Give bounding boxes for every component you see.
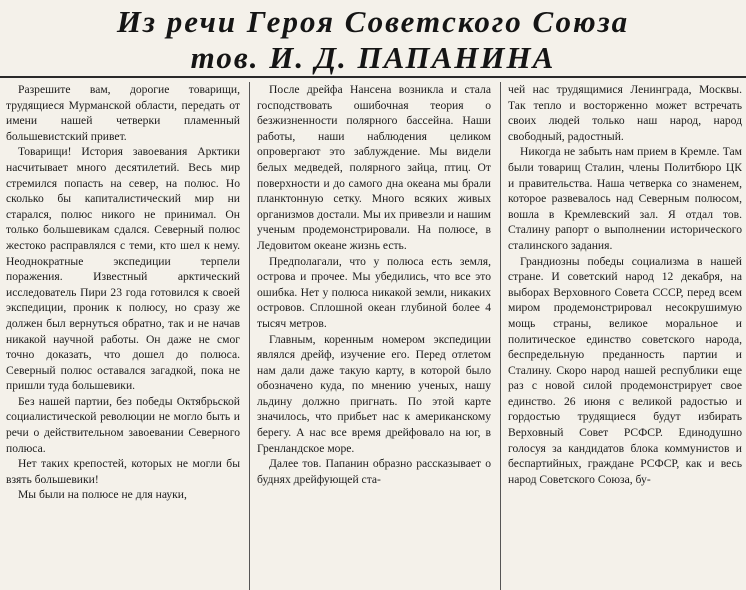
headline-line-2: тов. И. Д. ПАПАНИНА <box>190 40 556 75</box>
column-divider <box>500 82 501 590</box>
paragraph: Далее тов. Папанин образно рассказывает о буднях дрейфующей ста- <box>257 457 491 486</box>
paragraph: Предполагали, что у полюса есть земля, острова и прочее. Мы убедились, что все это ошибка. Нет у полюса никакой земли, никаких островов. Сплошной океан глубиной более 4 тысяч метров. <box>257 254 491 330</box>
text-column-3 <box>508 82 742 590</box>
paragraph: Разрешите вам, дорогие товарищи, трудящиеся Мурманской области, передать от имени нашей четверки пламенный большевистский привет. <box>6 83 240 143</box>
paragraph: Мы были на полюсе не для науки, <box>18 488 187 502</box>
paragraph: чей нас трудящимися Ленинграда, Москвы. Так тепло и восторженно может встречать своих людей только наш народ, народ свободный, радостный. <box>508 83 742 143</box>
headline-rule <box>0 76 746 78</box>
paragraph: Нет таких крепостей, которых не могли бы взять большевики! <box>6 457 240 486</box>
paragraph: После дрейфа Нансена возникла и стала господствовать ошибочная теория о безжизненности полярного бассейна. Наши работы, наши наблюдения целиком опровергают это заблуждение. Мы видели белых медведей, полярного зайца, птиц. От поверхности и до самого дна океана мы брали планктонную сетку. Много всяких живых организмов достали. Мы их привезли и нашим ученым продемонстрировали. На полюсе, в Ледовитом океане жизнь есть. <box>257 83 491 252</box>
text-column-1 <box>6 82 240 590</box>
text-column-2 <box>257 82 491 590</box>
column-divider <box>249 82 250 590</box>
paragraph: Грандиозны победы социализма в нашей стране. И советский народ 12 декабря, на выборах Верховного Совета СССР, перед всем миром продемонстрировал несокрушимую мощь страны, великое моральное и политическое единство советского народа, беспредельную преданность партии и Сталину. Скоро народ нашей республики еще раз с новой силой продемонстрирует свое единство. 26 июня с великой радостью и гордостью трудящиеся будут избирать Верховный Совет РСФСР. Единодушно голосуя за кандидатов блока коммунистов и беспартийных, граждане РСФСР, как и весь народ Советского Союза, бу- <box>508 254 742 486</box>
paragraph: Никогда не забыть нам прием в Кремле. Там были товарищ Сталин, члены Политбюро ЦК и правительства. Наша четверка со знаменем, которое развевалось над Северным полюсом, вошла в Кремлевский зал. Я отдал тов. Сталину рапорт о выполнении исторического сталинского задания. <box>508 145 742 252</box>
paragraph: Товарищи! История завоевания Арктики насчитывает много десятилетий. Весь мир стремился попасть на север, на полюс. Но сколько бы капиталистический мир ни старался, полюс никого не принимал. Он только большевикам сдался. Северный полюс жестоко расправлялся с теми, кто шел к нему. Неоднократные экспедиции терпели поражения. Известный арктический исследователь Пири 23 года готовился к своей экспедиции, проник к полюсу, но сразу же должен был вернуться обратно, так и не начав никакой научной работы. Он даже не смог точно доказать, что дошел до полюса. Северный полюс оставался загадкой, пока не пришли туда большевики. <box>6 145 240 393</box>
paragraph: Без нашей партии, без победы Октябрьской социалистической революции не могло быть и речи о действительном завоевании Северного полюса. <box>6 394 240 455</box>
paragraph: Главным, коренным номером экспедиции являлся дрейф, изучение его. Перед отлетом нам дали даже такую карту, в которой было обозначено куда, по мнению ученых, нашу льдину должно пригнать. По этой карте значилось, что прибьет нас к американскому берегу. А нас все время дрейфовало на юг, в Гренландское море. <box>257 332 491 455</box>
headline <box>0 4 746 76</box>
headline-line-1: Из речи Героя Советского Союза <box>116 4 630 39</box>
